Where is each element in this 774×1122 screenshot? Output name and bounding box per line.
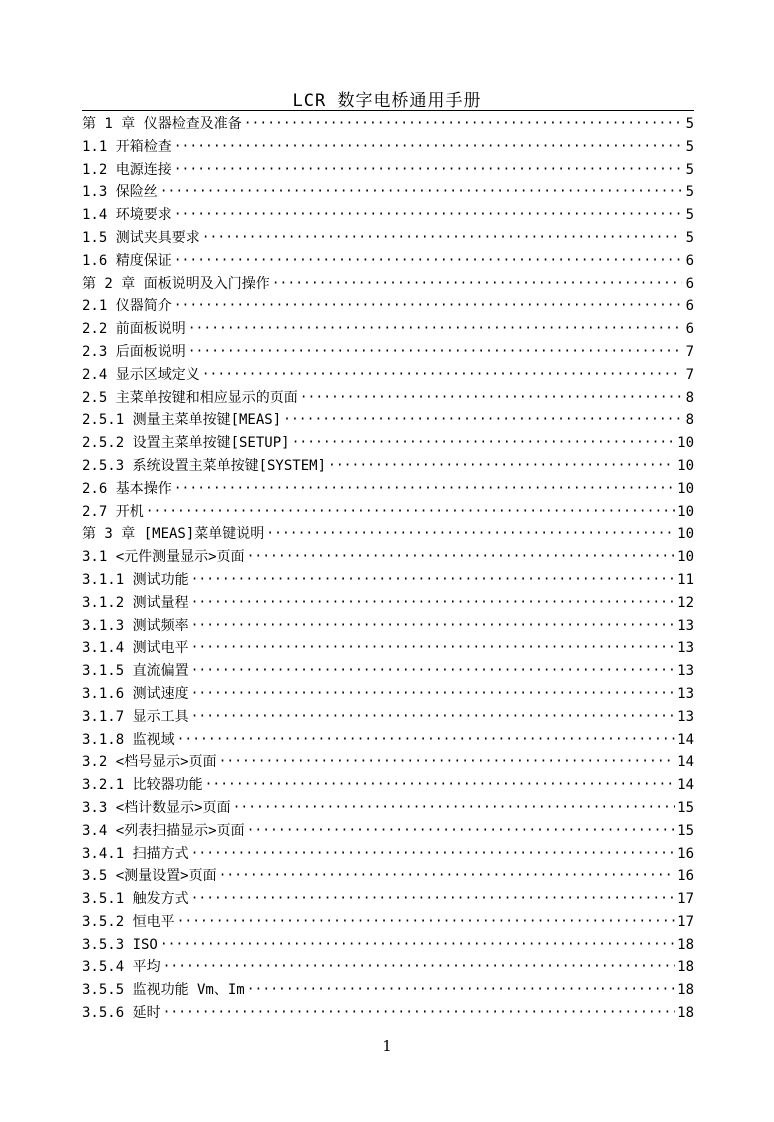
toc-leader-dots [283,409,682,432]
toc-entry[interactable] [82,136,694,159]
toc-entry[interactable] [82,774,694,797]
toc-entry-page: 7 [685,366,694,383]
toc-entry[interactable] [82,250,694,273]
toc-leader-dots [328,455,675,478]
toc-entry-label: 第 1 章 仪器检查及准备 [82,113,244,136]
toc-leader-dots [247,820,676,843]
toc-entry[interactable] [82,159,694,182]
toc-entry-label: 2.5.2 设置主菜单按键[SETUP] [82,432,292,455]
header-rule [82,110,694,111]
toc-leader-dots [191,637,676,660]
toc-entry[interactable] [82,341,694,364]
toc-entry-page: 18 [677,982,694,999]
toc-entry-page: 5 [685,116,694,132]
toc-leader-dots [233,797,676,820]
toc-leader-dots [191,592,676,615]
toc-entry[interactable] [82,911,694,934]
toc-entry[interactable] [82,455,694,478]
toc-entry-page: 8 [685,389,694,406]
toc-entry-label: 3.5.1 触发方式 [82,888,191,911]
toc-entry-page: 17 [677,891,694,908]
toc-entry-label: 3.5.2 恒电平 [82,911,177,934]
toc-entry-page: 17 [677,913,694,930]
toc-entry-label: 3.5.3 ISO [82,934,160,957]
toc-leader-dots [177,729,676,752]
toc-entry-label: 1.2 电源连接 [82,159,174,182]
toc-leader-dots [205,774,676,797]
toc-entry-page: 7 [685,343,694,360]
toc-leader-dots [174,159,682,182]
toc-entry[interactable] [82,273,694,296]
toc-entry-page: 15 [677,822,694,839]
toc-entry-page: 14 [677,754,694,771]
toc-entry[interactable] [82,501,694,524]
toc-entry[interactable] [82,409,694,432]
toc-entry-label: 3.5 <测量设置>页面 [82,865,219,888]
toc-entry[interactable] [82,843,694,866]
toc-leader-dots [174,478,675,501]
toc-entry[interactable] [82,569,694,592]
toc-entry-label: 2.5.1 测量主菜单按键[MEAS] [82,409,283,432]
toc-entry[interactable] [82,181,694,204]
toc-entry-page: 13 [677,663,694,680]
toc-entry-label: 3.1.3 测试频率 [82,615,191,638]
toc-entry-label: 2.7 开机 [82,501,146,524]
toc-entry[interactable] [82,546,694,569]
toc-leader-dots [244,113,682,136]
toc-entry-label: 2.5.3 系统设置主菜单按键[SYSTEM] [82,455,328,478]
toc-leader-dots [177,911,676,934]
toc-entry-label: 2.4 显示区域定义 [82,364,202,387]
toc-entry[interactable] [82,865,694,888]
toc-entry-page: 5 [685,138,694,155]
toc-entry-page: 16 [677,845,694,862]
toc-entry-label: 3.4.1 扫描方式 [82,843,191,866]
toc-entry-page: 5 [685,207,694,224]
toc-leader-dots [300,387,682,410]
toc-entry-page: 8 [685,412,694,429]
toc-leader-dots [160,934,675,957]
toc-entry[interactable] [82,615,694,638]
toc-entry-page: 5 [685,161,694,178]
toc-entry-page: 13 [677,617,694,634]
toc-entry-label: 3.2.1 比较器功能 [82,774,205,797]
toc-entry-label: 3.4 <列表扫描显示>页面 [82,820,247,843]
toc-entry[interactable] [82,637,694,660]
toc-entry-page: 5 [685,184,694,201]
toc-leader-dots [219,865,676,888]
toc-entry[interactable] [82,387,694,410]
toc-leader-dots [191,888,676,911]
toc-leader-dots [146,501,675,524]
toc-leader-dots [174,204,682,227]
toc-entry-page: 6 [685,321,694,338]
toc-leader-dots [191,843,676,866]
toc-entry-page: 10 [677,480,694,497]
toc-entry-label: 3.1.4 测试电平 [82,637,191,660]
toc-entry[interactable] [82,227,694,250]
toc-entry-label: 3.5.4 平均 [82,956,163,979]
toc-entry-label: 2.1 仪器简介 [82,295,174,318]
toc-entry-label: 3.1.7 显示工具 [82,706,191,729]
toc-entry[interactable] [82,364,694,387]
toc-entry-page: 11 [677,571,694,588]
toc-entry-page: 18 [677,1005,694,1022]
toc-leader-dots [163,956,676,979]
toc-entry-label: 1.4 环境要求 [82,204,174,227]
toc-leader-dots [188,341,682,364]
toc-entry-page: 14 [677,777,694,794]
toc-leader-dots [188,318,682,341]
toc-entry-label: 1.3 保险丝 [82,181,160,204]
toc-entry[interactable] [82,1002,694,1025]
toc-entry-label: 3.1.8 监视域 [82,729,177,752]
page-number: 1 [382,1037,392,1055]
toc-entry-page: 13 [677,640,694,657]
toc-entry-page: 6 [685,298,694,315]
toc-entry-label: 1.6 精度保证 [82,250,174,273]
toc-entry[interactable] [82,934,694,957]
toc-leader-dots [174,295,682,318]
toc-entry[interactable] [82,432,694,455]
toc-entry-label: 3.5.6 延时 [82,1002,163,1025]
toc-entry[interactable] [82,706,694,729]
toc-leader-dots [219,751,676,774]
toc-entry-label: 3.1.6 测试速度 [82,683,191,706]
toc-entry[interactable] [82,729,694,752]
toc-entry-label: 2.2 前面板说明 [82,318,188,341]
toc-entry-page: 10 [677,457,694,474]
table-of-contents [82,113,694,1025]
toc-entry-label: 3.3 <档计数显示>页面 [82,797,233,820]
toc-entry-page: 18 [677,959,694,976]
toc-entry-label: 第 3 章 [MEAS]菜单键说明 [82,523,266,546]
toc-entry-label: 3.5.5 监视功能 Vm、Im [82,979,247,1002]
toc-leader-dots [191,706,676,729]
toc-entry[interactable] [82,797,694,820]
toc-leader-dots [191,683,676,706]
toc-entry[interactable] [82,956,694,979]
toc-leader-dots [191,569,676,592]
toc-entry-page: 13 [677,708,694,725]
toc-entry-label: 3.1 <元件测量显示>页面 [82,546,247,569]
toc-entry-page: 13 [677,685,694,702]
toc-entry[interactable] [82,295,694,318]
toc-leader-dots [163,1002,676,1025]
toc-entry[interactable] [82,592,694,615]
toc-leader-dots [160,181,682,204]
toc-entry-page: 6 [685,275,694,292]
toc-entry-page: 18 [677,936,694,953]
toc-entry-label: 2.5 主菜单按键和相应显示的页面 [82,387,300,410]
toc-leader-dots [191,660,676,683]
toc-entry-page: 5 [685,229,694,246]
toc-entry[interactable] [82,523,694,546]
toc-entry-page: 14 [677,731,694,748]
toc-entry[interactable] [82,318,694,341]
toc-entry-label: 第 2 章 面板说明及入门操作 [82,273,272,296]
toc-leader-dots [202,364,682,387]
toc-leader-dots [191,615,676,638]
toc-entry[interactable] [82,751,694,774]
toc-entry-page: 10 [677,549,694,566]
toc-entry[interactable] [82,979,694,1002]
toc-entry-page: 10 [677,503,694,520]
toc-entry-page: 10 [677,526,694,543]
toc-leader-dots [202,227,682,250]
toc-entry[interactable] [82,204,694,227]
toc-leader-dots [247,546,676,569]
toc-entry-label: 2.3 后面板说明 [82,341,188,364]
toc-entry[interactable] [82,820,694,843]
toc-leader-dots [174,250,682,273]
toc-entry-label: 3.1.5 直流偏置 [82,660,191,683]
toc-entry-page: 16 [677,868,694,885]
toc-entry-label: 3.1.1 测试功能 [82,569,191,592]
toc-entry-label: 3.2 <档号显示>页面 [82,751,219,774]
toc-leader-dots [272,273,682,296]
toc-entry[interactable] [82,478,694,501]
toc-entry[interactable] [82,683,694,706]
toc-entry[interactable] [82,113,694,136]
toc-entry-page: 12 [677,594,694,611]
toc-entry-label: 1.5 测试夹具要求 [82,227,202,250]
toc-leader-dots [247,979,675,1002]
toc-leader-dots [174,136,682,159]
toc-entry[interactable] [82,888,694,911]
toc-leader-dots [266,523,675,546]
document-header-title: LCR 数字电桥通用手册 [292,91,482,111]
toc-entry-label: 2.6 基本操作 [82,478,174,501]
toc-entry-page: 15 [677,799,694,816]
toc-entry-label: 3.1.2 测试量程 [82,592,191,615]
toc-entry[interactable] [82,660,694,683]
toc-entry-page: 10 [677,435,694,452]
toc-leader-dots [292,432,676,455]
toc-entry-label: 1.1 开箱检查 [82,136,174,159]
toc-entry-page: 6 [685,252,694,269]
